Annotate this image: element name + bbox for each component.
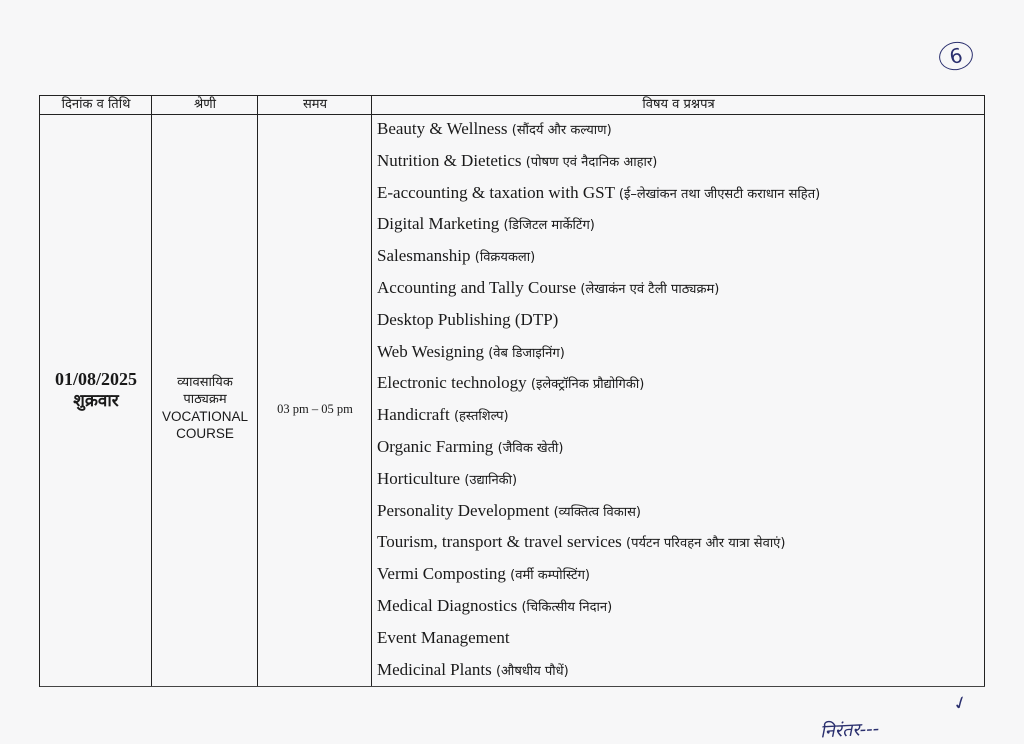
subject-english-name: Medicinal Plants (377, 659, 492, 679)
subject-english-name: Handicraft (377, 405, 450, 425)
category-cell (152, 374, 258, 442)
subject-english-name: Desktop Publishing (DTP) (377, 309, 559, 329)
header-divider (40, 114, 985, 115)
subject-item (377, 499, 977, 531)
subject-hindi-name: (औषधीय पौधें) (495, 663, 569, 679)
subject-hindi-name: (लेखाकंन एवं टैली पाठ्यक्रम) (580, 281, 720, 297)
subject-english-name: Vermi Composting (377, 564, 506, 584)
subject-item (377, 149, 977, 181)
subject-hindi-name: (जैविक खेती) (497, 440, 564, 456)
subject-english-name: Salesmanship (377, 246, 471, 266)
header-date: दिनांक व तिथि (61, 97, 131, 112)
subject-hindi-name: (चिकित्सीय निदान) (521, 599, 613, 615)
subject-item (377, 658, 977, 690)
subject-item (377, 594, 977, 626)
category-english-line-1: VOCATIONAL (161, 409, 249, 424)
subject-item (377, 435, 977, 467)
subject-english-name: Nutrition & Dietetics (377, 150, 522, 170)
subject-item (377, 403, 977, 435)
subject-item (377, 562, 977, 594)
subject-english-name: Beauty & Wellness (377, 119, 508, 138)
subject-english-name: Medical Diagnostics (377, 595, 518, 615)
exam-time: 03 pm – 05 pm (277, 402, 353, 416)
subject-hindi-name: (इलेक्ट्रॉनिक प्रौद्योगिकी) (530, 377, 645, 393)
subject-item (377, 308, 977, 340)
page-number: 6 (936, 39, 975, 73)
subject-item (377, 530, 977, 562)
schedule-table (39, 95, 985, 687)
subject-english-name: Accounting and Tally Course (377, 277, 577, 297)
subject-hindi-name: (वेब डिजाइनिंग) (488, 345, 565, 361)
subject-item (377, 276, 977, 308)
subject-english-name: Organic Farming (377, 436, 494, 456)
subject-item (377, 340, 977, 372)
subject-hindi-name: (सौंदर्य और कल्याण) (511, 123, 612, 138)
subject-item (377, 244, 977, 276)
header-time: समय (302, 97, 328, 112)
subject-english-name: Event Management (377, 627, 510, 647)
time-column (258, 96, 372, 687)
initials-mark: ✓ (949, 691, 972, 716)
category-hindi-line-1: व्यावसायिक (177, 375, 233, 390)
subject-item (377, 371, 977, 403)
subject-hindi-name: (ई–लेखांकन तथा जीएसटी कराधान सहित) (618, 186, 821, 202)
category-english-line-2: COURSE (176, 426, 234, 441)
subject-item (377, 181, 977, 213)
subject-english-name: Web Wesigning (377, 341, 484, 361)
subject-english-name: Tourism, transport & travel services (377, 532, 622, 552)
subject-item (377, 212, 977, 244)
subject-english-name: Personality Development (377, 500, 550, 520)
header-subject: विषय व प्रश्नपत्र (642, 97, 715, 112)
category-hindi-line-2: पाठ्यक्रम (183, 392, 227, 407)
subject-hindi-name: (डिजिटल मार्केटिंग) (503, 218, 595, 234)
subject-hindi-name: (व्यक्तित्व विकास) (553, 504, 641, 520)
subject-hindi-name: (उद्यानिकी) (464, 472, 518, 488)
subject-english-name: Digital Marketing (377, 214, 500, 234)
subject-hindi-name: (पोषण एवं नैदानिक आहार) (525, 154, 658, 170)
subject-item (377, 626, 977, 658)
subject-hindi-name: (हस्तशिल्प) (453, 409, 509, 425)
subject-item (377, 117, 977, 149)
subject-english-name: E-accounting & taxation with GST (377, 182, 615, 202)
subject-list (377, 117, 977, 689)
subject-english-name: Horticulture (377, 468, 461, 488)
subject-hindi-name: (वर्मी कम्पोस्टिंग) (510, 568, 590, 584)
handwritten-continued-note: निरंतर--- (819, 718, 880, 743)
subject-item (377, 467, 977, 499)
subject-hindi-name: (विक्रयकला) (474, 250, 536, 266)
subject-hindi-name: (पर्यटन परिवहन और यात्रा सेवाएं) (626, 536, 786, 552)
header-category: श्रेणी (194, 97, 216, 112)
exam-date: 01/08/2025 (54, 369, 137, 389)
exam-day: शुक्रवार (73, 391, 119, 411)
subject-english-name: Electronic technology (377, 373, 527, 393)
exam-date-cell (40, 368, 152, 412)
